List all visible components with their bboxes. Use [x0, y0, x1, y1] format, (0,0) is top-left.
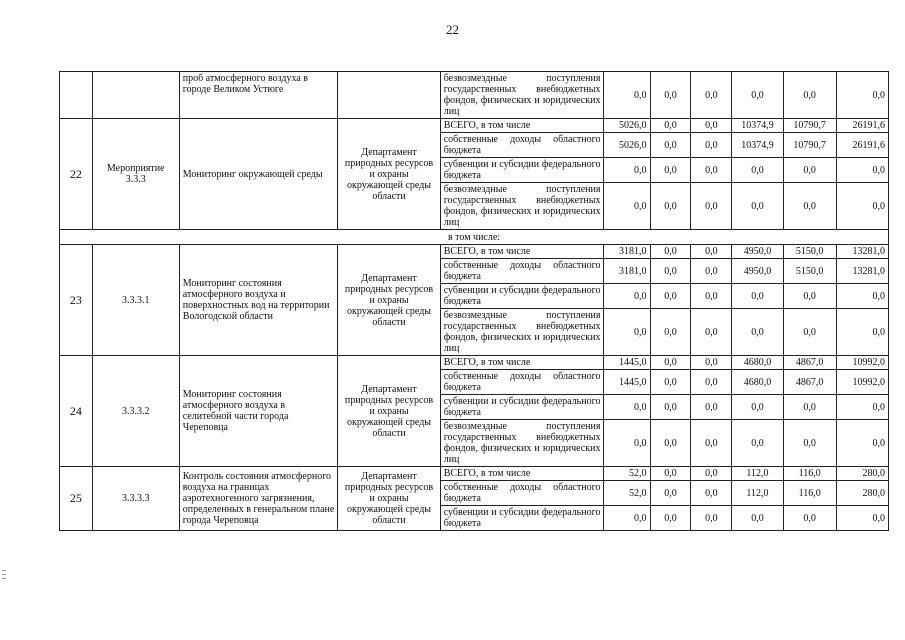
value-2019: 3181,0 — [604, 245, 650, 259]
row-number-cell — [60, 72, 93, 119]
value-2023: 116,0 — [783, 467, 836, 481]
value-total: 13281,0 — [836, 259, 888, 284]
value-2020: 0,0 — [650, 72, 691, 119]
funding-source: субвенции и субсидии федерального бюджета — [440, 395, 604, 420]
table-row — [60, 72, 889, 119]
value-2019: 0,0 — [604, 395, 650, 420]
value-2019: 0,0 — [604, 158, 650, 183]
scan-edge-mark — [2, 574, 6, 575]
value-2022: 0,0 — [732, 284, 783, 309]
table-row — [60, 245, 889, 259]
value-2022: 10374,9 — [732, 119, 783, 133]
value-2020: 0,0 — [650, 420, 691, 467]
funding-source: субвенции и субсидии федерального бюджета — [440, 284, 604, 309]
value-2019: 0,0 — [604, 309, 650, 356]
value-total: 0,0 — [836, 284, 888, 309]
value-2019: 0,0 — [604, 420, 650, 467]
page-number: 22 — [446, 22, 459, 37]
value-2023: 0,0 — [783, 395, 836, 420]
value-total: 280,0 — [836, 467, 888, 481]
value-2023: 0,0 — [783, 183, 836, 230]
funding-source: собственные доходы областного бюджета — [440, 481, 604, 506]
funding-source: ВСЕГО, в том числе — [440, 467, 604, 481]
value-total: 0,0 — [836, 72, 888, 119]
table-row — [60, 467, 889, 481]
value-2022: 4680,0 — [732, 370, 783, 395]
measure-name: Контроль состояния атмосферного воздуха на границах аэротехногенного загрязнения, определенных в генеральном плане города Череповца — [179, 467, 338, 531]
value-2022: 0,0 — [732, 420, 783, 467]
budget-table — [59, 71, 889, 531]
measure-code: Мероприятие 3.3.3 — [92, 119, 179, 230]
value-total: 10992,0 — [836, 370, 888, 395]
value-2023: 116,0 — [783, 481, 836, 506]
value-2020: 0,0 — [650, 356, 691, 370]
executor-name: Департамент природных ресурсов и охраны окружающей среды области — [338, 119, 440, 230]
value-2022: 4680,0 — [732, 356, 783, 370]
value-total: 13281,0 — [836, 245, 888, 259]
value-2021: 0,0 — [691, 259, 732, 284]
value-2021: 0,0 — [691, 370, 732, 395]
value-2019: 0,0 — [604, 183, 650, 230]
value-2020: 0,0 — [650, 395, 691, 420]
value-2020: 0,0 — [650, 183, 691, 230]
funding-source: безвозмездные поступления государственных внебюджетных фондов, физических и юридических лиц — [440, 309, 604, 356]
executor-name: Департамент природных ресурсов и охраны окружающей среды области — [338, 467, 440, 531]
measure-code: 3.3.3.3 — [92, 467, 179, 531]
value-2023: 0,0 — [783, 309, 836, 356]
value-2020: 0,0 — [650, 245, 691, 259]
funding-source: субвенции и субсидии федерального бюджета — [440, 158, 604, 183]
value-2023: 0,0 — [783, 506, 836, 531]
value-2019: 0,0 — [604, 72, 650, 119]
row-number: 23 — [60, 245, 93, 356]
value-2022: 0,0 — [732, 72, 783, 119]
value-2022: 0,0 — [732, 506, 783, 531]
funding-source: собственные доходы областного бюджета — [440, 370, 604, 395]
funding-source: собственные доходы областного бюджета — [440, 133, 604, 158]
row-number: 22 — [60, 119, 93, 230]
value-2022: 112,0 — [732, 467, 783, 481]
value-2021: 0,0 — [691, 72, 732, 119]
value-2019: 3181,0 — [604, 259, 650, 284]
value-2023: 0,0 — [783, 284, 836, 309]
value-2019: 5026,0 — [604, 119, 650, 133]
value-2023: 4867,0 — [783, 370, 836, 395]
value-total: 26191,6 — [836, 119, 888, 133]
funding-source: ВСЕГО, в том числе — [440, 245, 604, 259]
value-2020: 0,0 — [650, 481, 691, 506]
value-2023: 4867,0 — [783, 356, 836, 370]
value-2023: 0,0 — [783, 420, 836, 467]
including-row — [60, 230, 889, 245]
value-2021: 0,0 — [691, 158, 732, 183]
value-total: 280,0 — [836, 481, 888, 506]
funding-source: безвозмездные поступления государственных внебюджетных фондов, физических и юридических лиц — [440, 183, 604, 230]
value-total: 10992,0 — [836, 356, 888, 370]
value-2023: 5150,0 — [783, 259, 836, 284]
value-2021: 0,0 — [691, 395, 732, 420]
scan-edge-mark — [2, 570, 6, 571]
value-2020: 0,0 — [650, 284, 691, 309]
value-2021: 0,0 — [691, 506, 732, 531]
measure-name: Мониторинг состояния атмосферного воздуха и поверхностных вод на территории Вологодской области — [179, 245, 338, 356]
value-2021: 0,0 — [691, 481, 732, 506]
funding-source: собственные доходы областного бюджета — [440, 259, 604, 284]
funding-source: субвенции и субсидии федерального бюджета — [440, 506, 604, 531]
value-2020: 0,0 — [650, 370, 691, 395]
funding-source: безвозмездные поступления государственных внебюджетных фондов, физических и юридических лиц — [440, 72, 604, 119]
value-2023: 5150,0 — [783, 245, 836, 259]
executor-name: Департамент природных ресурсов и охраны окружающей среды области — [338, 356, 440, 467]
table-row — [60, 119, 889, 133]
value-2023: 0,0 — [783, 158, 836, 183]
value-2023: 10790,7 — [783, 119, 836, 133]
value-2020: 0,0 — [650, 158, 691, 183]
value-2023: 10790,7 — [783, 133, 836, 158]
value-total: 26191,6 — [836, 133, 888, 158]
value-2023: 0,0 — [783, 72, 836, 119]
value-total: 0,0 — [836, 420, 888, 467]
measure-name: проб атмосферного воздуха в городе Великом Устюге — [179, 72, 338, 119]
value-2021: 0,0 — [691, 284, 732, 309]
value-total: 0,0 — [836, 183, 888, 230]
value-2020: 0,0 — [650, 133, 691, 158]
funding-source: безвозмездные поступления государственных внебюджетных фондов, физических и юридических лиц — [440, 420, 604, 467]
value-2022: 0,0 — [732, 183, 783, 230]
value-2022: 4950,0 — [732, 259, 783, 284]
value-2019: 1445,0 — [604, 356, 650, 370]
row-number: 24 — [60, 356, 93, 467]
value-2019: 1445,0 — [604, 370, 650, 395]
value-2020: 0,0 — [650, 467, 691, 481]
value-2019: 52,0 — [604, 481, 650, 506]
value-2021: 0,0 — [691, 133, 732, 158]
value-2020: 0,0 — [650, 259, 691, 284]
including-label: в том числе: — [60, 230, 889, 245]
row-number: 25 — [60, 467, 93, 531]
funding-source: ВСЕГО, в том числе — [440, 119, 604, 133]
value-2022: 4950,0 — [732, 245, 783, 259]
value-2020: 0,0 — [650, 309, 691, 356]
value-2021: 0,0 — [691, 245, 732, 259]
row-code-cell — [92, 72, 179, 119]
value-2019: 52,0 — [604, 467, 650, 481]
value-total: 0,0 — [836, 506, 888, 531]
value-total: 0,0 — [836, 158, 888, 183]
value-2019: 0,0 — [604, 284, 650, 309]
value-total: 0,0 — [836, 309, 888, 356]
value-2021: 0,0 — [691, 309, 732, 356]
value-2021: 0,0 — [691, 119, 732, 133]
value-2022: 0,0 — [732, 158, 783, 183]
value-2021: 0,0 — [691, 183, 732, 230]
measure-name: Мониторинг состояния атмосферного воздуха в селитебной части города Череповца — [179, 356, 338, 467]
value-2021: 0,0 — [691, 420, 732, 467]
executor-name: Департамент природных ресурсов и охраны окружающей среды области — [338, 245, 440, 356]
value-2021: 0,0 — [691, 356, 732, 370]
value-2019: 5026,0 — [604, 133, 650, 158]
value-2022: 0,0 — [732, 309, 783, 356]
value-2021: 0,0 — [691, 467, 732, 481]
measure-name: Мониторинг окружающей среды — [179, 119, 338, 230]
measure-code: 3.3.3.2 — [92, 356, 179, 467]
scan-edge-mark — [2, 578, 6, 579]
funding-source: ВСЕГО, в том числе — [440, 356, 604, 370]
value-2020: 0,0 — [650, 506, 691, 531]
measure-code: 3.3.3.1 — [92, 245, 179, 356]
executor-cell — [338, 72, 440, 119]
value-2022: 10374,9 — [732, 133, 783, 158]
value-2022: 0,0 — [732, 395, 783, 420]
table-row — [60, 356, 889, 370]
value-2019: 0,0 — [604, 506, 650, 531]
value-2022: 112,0 — [732, 481, 783, 506]
value-2020: 0,0 — [650, 119, 691, 133]
value-total: 0,0 — [836, 395, 888, 420]
